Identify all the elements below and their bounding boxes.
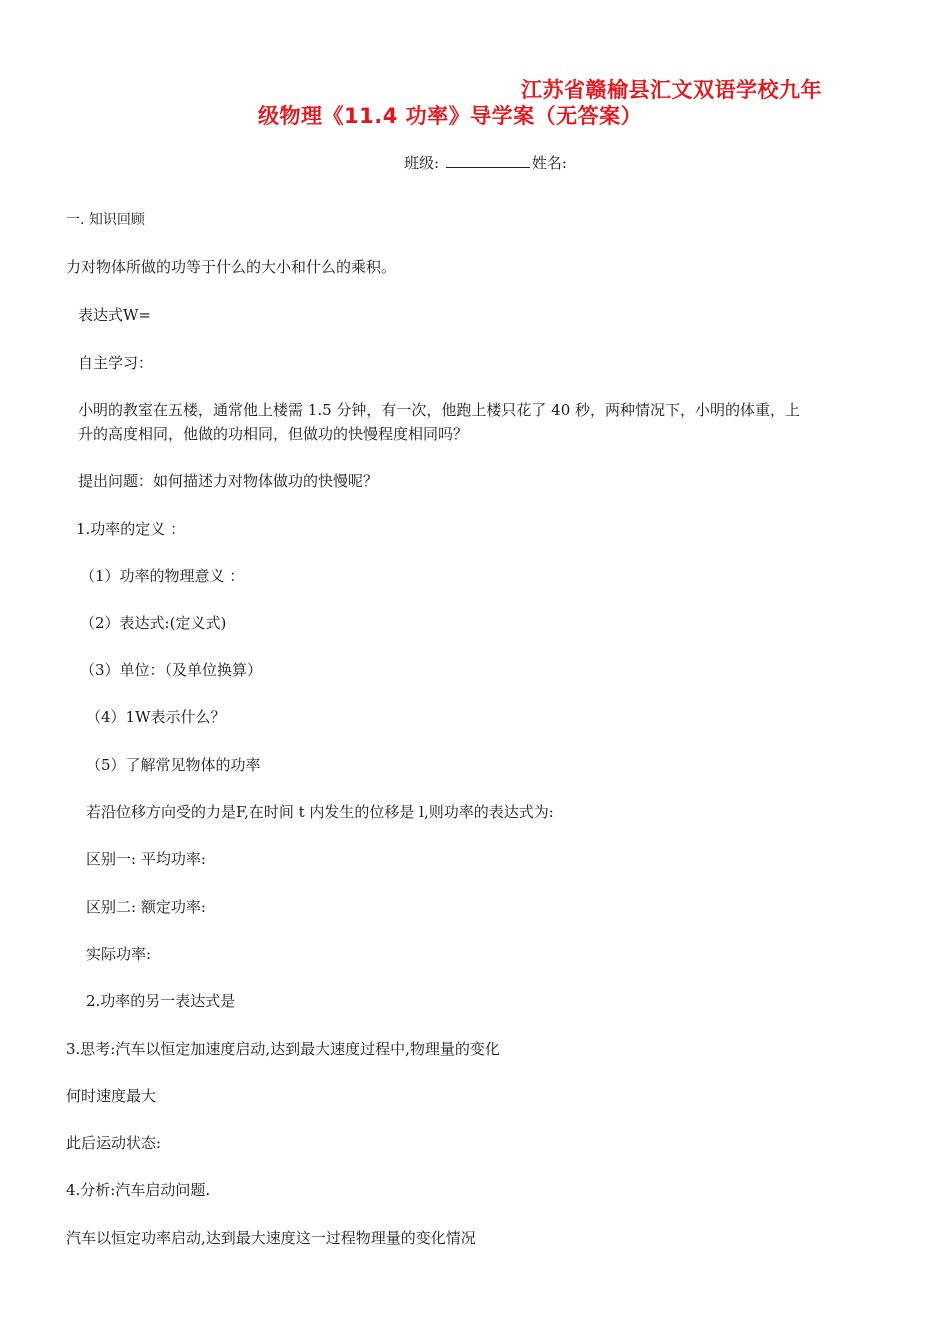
text-line: 汽车以恒定功率启动,达到最大速度这一过程物理量的变化情况	[66, 1229, 476, 1247]
text-line: 区别二: 额定功率:	[86, 898, 206, 916]
text-line: 若沿位移方向受的力是F,在时间 t 内发生的位移是 l,则功率的表达式为:	[86, 803, 554, 821]
class-name-line	[404, 152, 567, 173]
class-label: 班级:	[404, 154, 440, 172]
name-label: 姓名:	[531, 154, 567, 172]
text-line: 表达式W=	[78, 306, 151, 324]
text-line: 力对物体所做的功等于什么的大小和什么的乘积。	[66, 258, 397, 276]
text-line: 何时速度最大	[66, 1087, 157, 1105]
class-blank	[446, 153, 530, 168]
text-line: 区别一: 平均功率:	[86, 850, 206, 868]
text-line: 3.思考:汽车以恒定加速度启动,达到最大速度过程中,物理量的变化	[66, 1040, 500, 1058]
title-line-2: 级物理《11.4 功率》导学案（无答案）	[258, 104, 643, 128]
title-line-1: 江苏省赣榆县汇文双语学校九年	[521, 78, 822, 102]
text-line: （5）了解常见物体的功率	[86, 756, 261, 774]
section-heading-review: 一. 知识回顾	[66, 212, 145, 228]
text-line: （4）1W表示什么？	[86, 708, 226, 726]
text-line: 自主学习：	[78, 354, 154, 372]
text-line: （3）单位：（及单位换算）	[80, 661, 263, 679]
text-line: 实际功率:	[86, 945, 152, 963]
text-line: 1.功率的定义 ：	[76, 520, 186, 538]
text-line: 升的高度相同，他做的功相同，但做功的快慢程度相同吗？	[78, 425, 469, 443]
text-line: 4.分析:汽车启动问题.	[66, 1181, 211, 1199]
text-line: 2.功率的另一表达式是	[86, 992, 236, 1010]
text-line: 提出问题：如何描述力对物体做功的快慢呢？	[78, 472, 379, 490]
text-line: 此后运动状态:	[66, 1134, 162, 1152]
text-line: （1）功率的物理意义 ：	[80, 567, 245, 585]
text-line: 小明的教室在五楼，通常他上楼需 1.5 分钟，有一次，他跑上楼只花了 40 秒，两种情况下，小明的体重，上	[78, 401, 801, 419]
text-line: （2）表达式:(定义式)	[80, 614, 227, 632]
